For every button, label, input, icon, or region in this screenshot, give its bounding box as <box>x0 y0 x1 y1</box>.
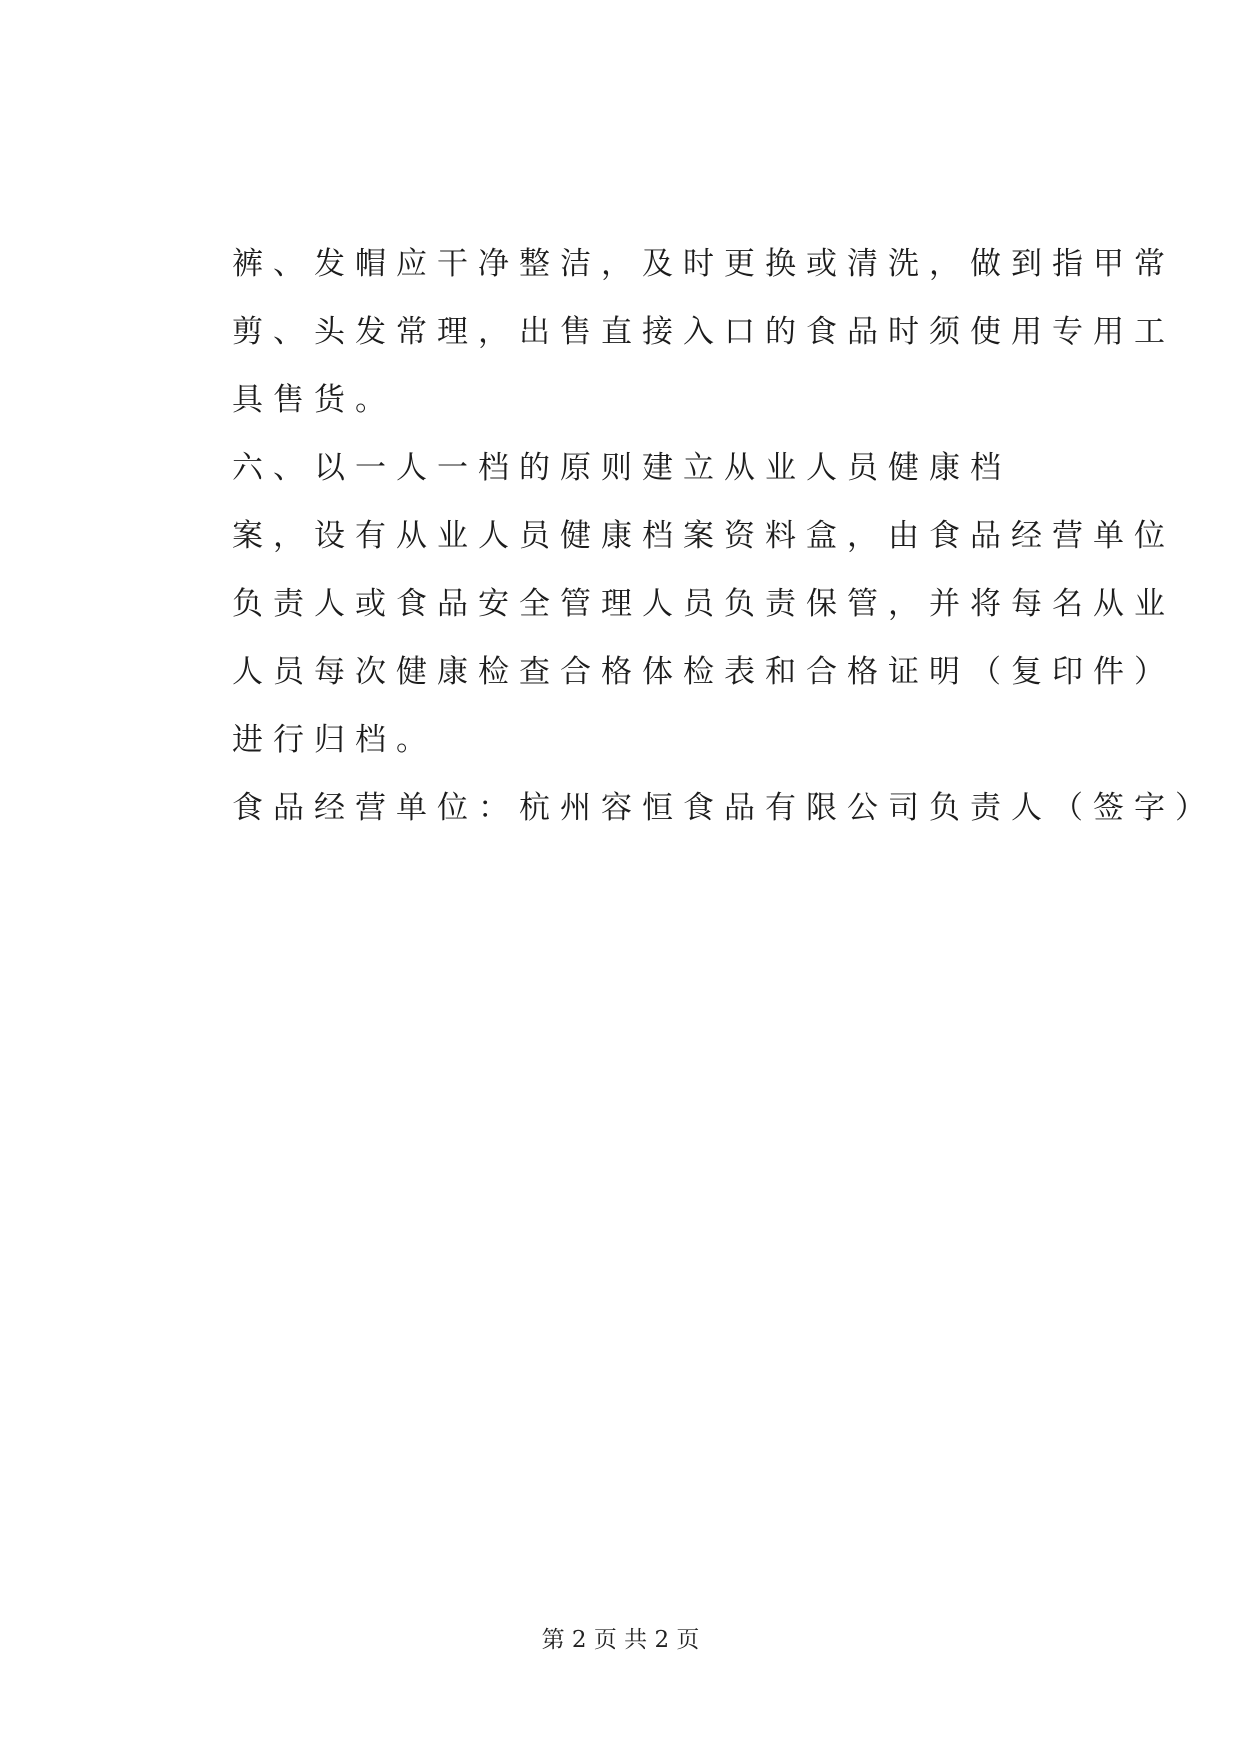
text-line: 案，设有从业人员健康档案资料盒，由食品经营单位 <box>232 518 1175 554</box>
signature-line: 食品经营单位：杭州容恒食品有限公司负责人（签字） <box>232 790 1216 826</box>
text-line: 裤、发帽应干净整洁，及时更换或清洗，做到指甲常 <box>232 246 1175 282</box>
document-body <box>232 230 1216 842</box>
page-number-footer: 第 2 页 共 2 页 <box>541 1627 700 1653</box>
section-heading-line: 六、以一人一档的原则建立从业人员健康档 <box>232 450 1011 486</box>
text-line: 剪、头发常理，出售直接入口的食品时须使用专用工 <box>232 314 1175 350</box>
text-line: 负责人或食品安全管理人员负责保管，并将每名从业 <box>232 586 1175 622</box>
text-line: 具售货。 <box>232 382 396 418</box>
text-line: 进行归档。 <box>232 722 437 758</box>
text-line: 人员每次健康检查合格体检表和合格证明（复印件） <box>232 654 1175 690</box>
